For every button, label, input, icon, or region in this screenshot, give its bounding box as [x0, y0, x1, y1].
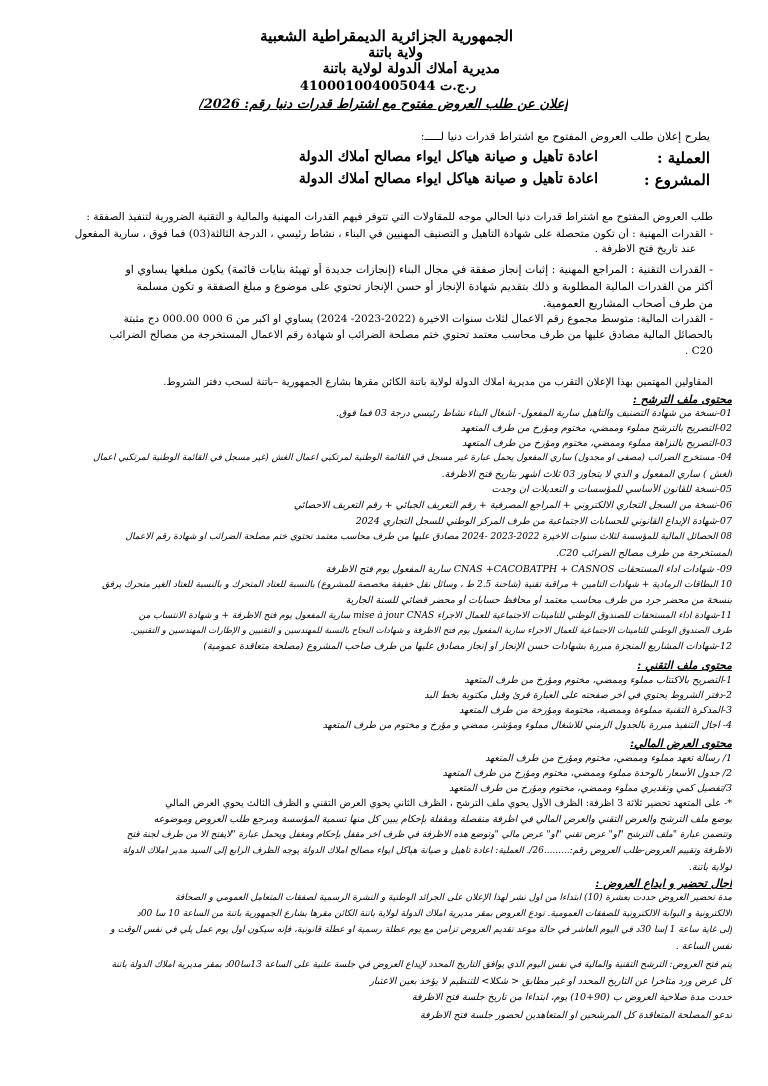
- financial-heading: محتوى العرض المالي:: [629, 737, 732, 750]
- project-value: اعادة تأهيل و صيانة هياكل ايواء مصالح أملاك الدولة: [298, 171, 598, 187]
- technical-line: 4- آجال التنفيذ مبررة بالجدول الزمني للاشغال مملوء ومؤشر، ممضي و مؤرخ و مختوم من طرف المتعهد: [322, 720, 732, 731]
- candidature-line: 11-شهادة اداء المستحقات للصندوق الوطني للتأمينات الاجتماعية للعمال الاجراء mise à jour CNAS سارية المفعول يوم فتح الاظرفة + و شهادة الانتساب من: [138, 611, 732, 621]
- deadline-line: الالكترونية و البوابة الالكترونية للصفقات العمومية. تودع العروض بمقر مديرية أملاك الدولة لولاية باتنة الكائن مقرها بشارع الجمهورية باتنة من الساعة 10 سا 00د: [136, 909, 732, 919]
- republic-title: الجمهورية الجزائرية الديمقراطية الشعبية: [260, 27, 513, 45]
- body-line: - القدرات التقنية : المراجع المهنية : إثبات إنجاز صفقة في مجال البناء (إنجازات جديدة أو تهيئة بنايات قائمة) يكون مبلغها يساوي او: [125, 263, 713, 276]
- body-line: عند تاريخ فتح الاظرفة .: [594, 243, 696, 255]
- candidature-line: 02-التصريح بالترشح مملوء وممضي، مختوم ومؤرخ من طرف المتعهد: [460, 423, 732, 434]
- technical-line: 3-المذكرة التقنية مملوءة وممضية، مختومة ومؤرخة من طرف المتعهد: [459, 705, 732, 716]
- candidature-line: 05-نسخة للقانون الأساسي للمؤسسات و التعديلات ان وجدت: [491, 484, 732, 495]
- candidature-line: 04- مستخرج الضرائب (مصفى أو مجدول) ساري المفعول يحمل عبارة غير مسجل في القائمة الوطنية لمرتكبي أعمال الغش (غير مسجل في القائمة الوطنية لمرتكبي أعمال: [93, 453, 732, 463]
- body-line: أكثر من القدرات المالية المطلوبة و ذلك بتقديم شهادة الإنجاز أو حسن الإنجاز تحتوي على موضوع و مبلغ الصفقة و تكون مسلمة: [136, 280, 713, 293]
- technical-line: 2-دفتر الشروط يحتوي في آخر صفحته على العبارة قرئ وقبل مكتوبة بخط اليد: [424, 690, 732, 701]
- financial-line: لولاية باتنة.: [688, 862, 732, 873]
- body-line: - القدرات المالية: متوسط مجموع رقم الاعمال لثلاث سنوات الاخيرة (2022-2023- 2024) يساوي او اكبر من 6 000 000.00 دج مثبتة: [123, 313, 713, 325]
- candidature-line: بنسخة من محضر جرد من طرف محاسب معتمد أو محافظ حسابات أو محضر قضائي للسنة الجارية: [345, 595, 732, 606]
- contractors-line: المقاولين المهتمين بهذا الإعلان التقرب من مديرية أملاك الدولة لولاية باتنة الكائن مقرها بشارع الجمهورية –باتنة لسحب دفتر الشروط.: [163, 377, 713, 388]
- candidature-heading: محتوى ملف الترشح :: [632, 393, 732, 406]
- operation-value: اعادة تأهيل و صيانة هياكل ايواء مصالح أملاك الدولة: [298, 149, 598, 165]
- candidature-line: 01-نسخة من شهادة التصنيف والتأهيل سارية المفعول- أشغال البناء نشاط رئيسي درجة 03 فما فوق.: [335, 408, 732, 419]
- body-line: طلب العروض المفتوح مع اشتراط قدرات دنيا الحالي موجه للمقاولات التي تتوفر فيهم القدرات المهنية والمالية و التقنية الضرورية لتنفيذ الصفقة :: [86, 211, 713, 223]
- candidature-line: الغش ) ساري المفعول و الذي لا يتجاوز 03 ثلاث اشهر بتاريخ فتح الاظرفة.: [441, 469, 732, 480]
- technical-heading: محتوى ملف التقني :: [637, 659, 732, 672]
- opening-line: يتم فتح العروض: الترشح التقنية والمالية في نفس اليوم الذي يوافق التاريخ المحدد لإيداع العروض في جلسة علنية على الساعة 13سا00د بمقر مديرية أملاك الدولة باتنة: [111, 960, 732, 970]
- financial-line: 1/ رسالة تعهد مملوء وممضي، مختوم ومؤرخ من طرف المتعهد: [485, 753, 732, 764]
- candidature-line: 06-نسخة من السجل التجاري الالكتروني + المراجع المصرفية + رقم التعريف الجبائي + رقم التعريف الاحصائي: [293, 500, 732, 511]
- candidature-line: طرف الصندوق الوطني للتأمينات الاجتماعية للعمال الاجراء سارية المفعول يوم فتح الاظرفة و شهادات النجاح بالنسبة للمهندسين و التقنيين و الإطارات المهندسين و التقنيين.: [130, 626, 732, 636]
- financial-line: الاظرفة وتقييم العروض-طلب العروض رقم:.........26/. العملية: اعادة تأهيل و صيانة هياكل ايواء مصالح أملاك الدولة يوجه الظرف الرابع إلى السيد مدير أملاك الدولة: [122, 846, 732, 856]
- directorate-title: مديرية أملاك الدولة لولاية باتنة: [322, 61, 500, 77]
- financial-line: *- على المتعهد تحضير ثلاثة 3 اظرفة: الظرف الأول يحوي ملف الترشح ، الظرف الثاني يحوي العرض التقني و الظرف الثالث يحوي العرض المالي: [165, 798, 732, 809]
- operation-label: العملية :: [657, 149, 710, 167]
- body-line: - القدرات المهنية : أن تكون متحصلة على شهادة التأهيل و التصنيف المهنيين في البناء ، نشاط رئيسي ، الدرجة الثالثة(03) فما فوق ، سارية المفعول: [74, 228, 713, 240]
- candidature-line: 09- شهادات اداء المستحقات CNAS +CACOBATPH + CASNOS سارية المفعول يوم فتح الاظرفة: [325, 564, 732, 575]
- candidature-line: 07-شهادة الإيداع القانوني للحسابات الاجتماعية من طرف المركز الوطني للسجل التجاري 2024: [355, 516, 732, 527]
- financial-line: يوضع ملف الترشح والعرض التقني والعرض المالي في اظرفة منفصلة ومقفلة بإحكام يبين كل منها تسمية المؤسسة ومرجع طلب العروض وموضوعه: [153, 814, 732, 825]
- deadline-line: نفس الساعة .: [675, 941, 732, 952]
- financial-line: 3/تفصيل كمي وتقديري مملوء وممضي، مختوم ومؤرخ من طرف المتعهد: [449, 783, 732, 794]
- deadline-line: إلى غاية ساعة 1 إسا 30د في اليوم العاشر في حالة موعد تقديم العروض تزامن مع يوم عطلة رسمية أو عطلة قانونية، فإنه سيكون أول يوم عمل يلي في نفس الوقت و: [110, 925, 732, 935]
- notice-title: إعلان عن طلب العروض مفتوح مع اشتراط قدرات دنيا رقم: 2026/: [198, 97, 568, 112]
- body-line: من طرف أصحاب المشاريع العمومية.: [542, 297, 713, 310]
- deadline-heading: اجال تحضير و ايداع العروض :: [595, 877, 732, 890]
- opening-line: حددت مدة صلاحية العروض ب (90+10) يوم، ابتداءا من تاريخ جلسة فتح الاظرفة: [411, 992, 732, 1003]
- rc-number: ر.ج.ت 410001004005044: [299, 79, 476, 94]
- closing-line: تدعو المصلحة المتعاقدة كل المرشحين او المتعاهدين لحضور جلسة فتح الاظرفة: [420, 1010, 732, 1021]
- financial-line: وتتضمن عبارة "ملف الترشح "أو" عرض تقني "أو" عرض مالي "وتوضع هذه الاظرفة في ظرف آخر مقفل بإحكام ومغفل ويحمل عبارة "لايفتح الا من طرف لجنة فتح: [126, 830, 732, 840]
- intro-line: يطرح إعلان طلب العروض المفتوح مع اشتراط قدرات دنيا لـــــ:: [420, 130, 710, 143]
- candidature-line: 12-شهادات المشاريع المنجزة مبررة بشهادات حسن الإنجاز أو إنجاز مصادق عليها من طرف صاحب المشروع (مصلحة متعاقدة عمومية): [203, 641, 732, 652]
- candidature-line: 08 الحصائل المالية للمؤسسة لثلاث سنوات الأخيرة 2022-2023 -2024 مصادق عليها من طرف محاسب معتمد تحتوي ختم مصلحة الضرائب او شهادة رقم الاعمال: [125, 532, 732, 542]
- candidature-line: 03-التصريح بالنزاهة مملوء وممضي، مختوم ومؤرخ من طرف المتعهد: [462, 438, 732, 449]
- opening-line: كل عرض ورد متأخرا عن التاريخ المحدد أو غير مطابق < شكلا> للتنظيم لا يؤخذ بعين الاعتبار: [369, 976, 732, 987]
- wilaya-title: ولاية باتنة: [368, 45, 423, 61]
- project-label: المشروع :: [643, 171, 710, 189]
- body-line: C20 .: [684, 345, 713, 357]
- technical-line: 1-التصريح بالاكتتاب مملوء وممضي، مختوم ومؤرخ من طرف المتعهد: [464, 675, 732, 686]
- candidature-line: المستخرجة من طرف مصالح الضرائب C20.: [555, 548, 732, 559]
- deadline-line: مدة تحضير العروض حددت بعشرة (10) ابتداءا من أول نشر لهذا الإعلان على الجرائد الوطنية و النشرة الرسمية لصفقات المتعامل العمومي و الصحافة: [175, 893, 732, 903]
- financial-line: 2/ جدول الأسعار بالوحدة مملوء وممضي، مختوم ومؤرخ من طرف المتعهد: [442, 768, 732, 779]
- body-line: بالحصائل المالية مصادق عليها من طرف محاسب معتمد تحتوي ختم مصلحة الضرائب أو شهادة رقم الاعمال المستخرجة من مصالح الضرائب: [109, 329, 713, 341]
- candidature-line: 10 البطاقات الرمادية + شهادات التامين + مراقبة تقنية (شاحنة 2.5 ط ، وسائل نقل خفيفة مخصصة للمشروع) بالنسبة للعتاد المتحرك و بالنسبة للعتاد الغير متحرك يرفق: [102, 580, 732, 590]
